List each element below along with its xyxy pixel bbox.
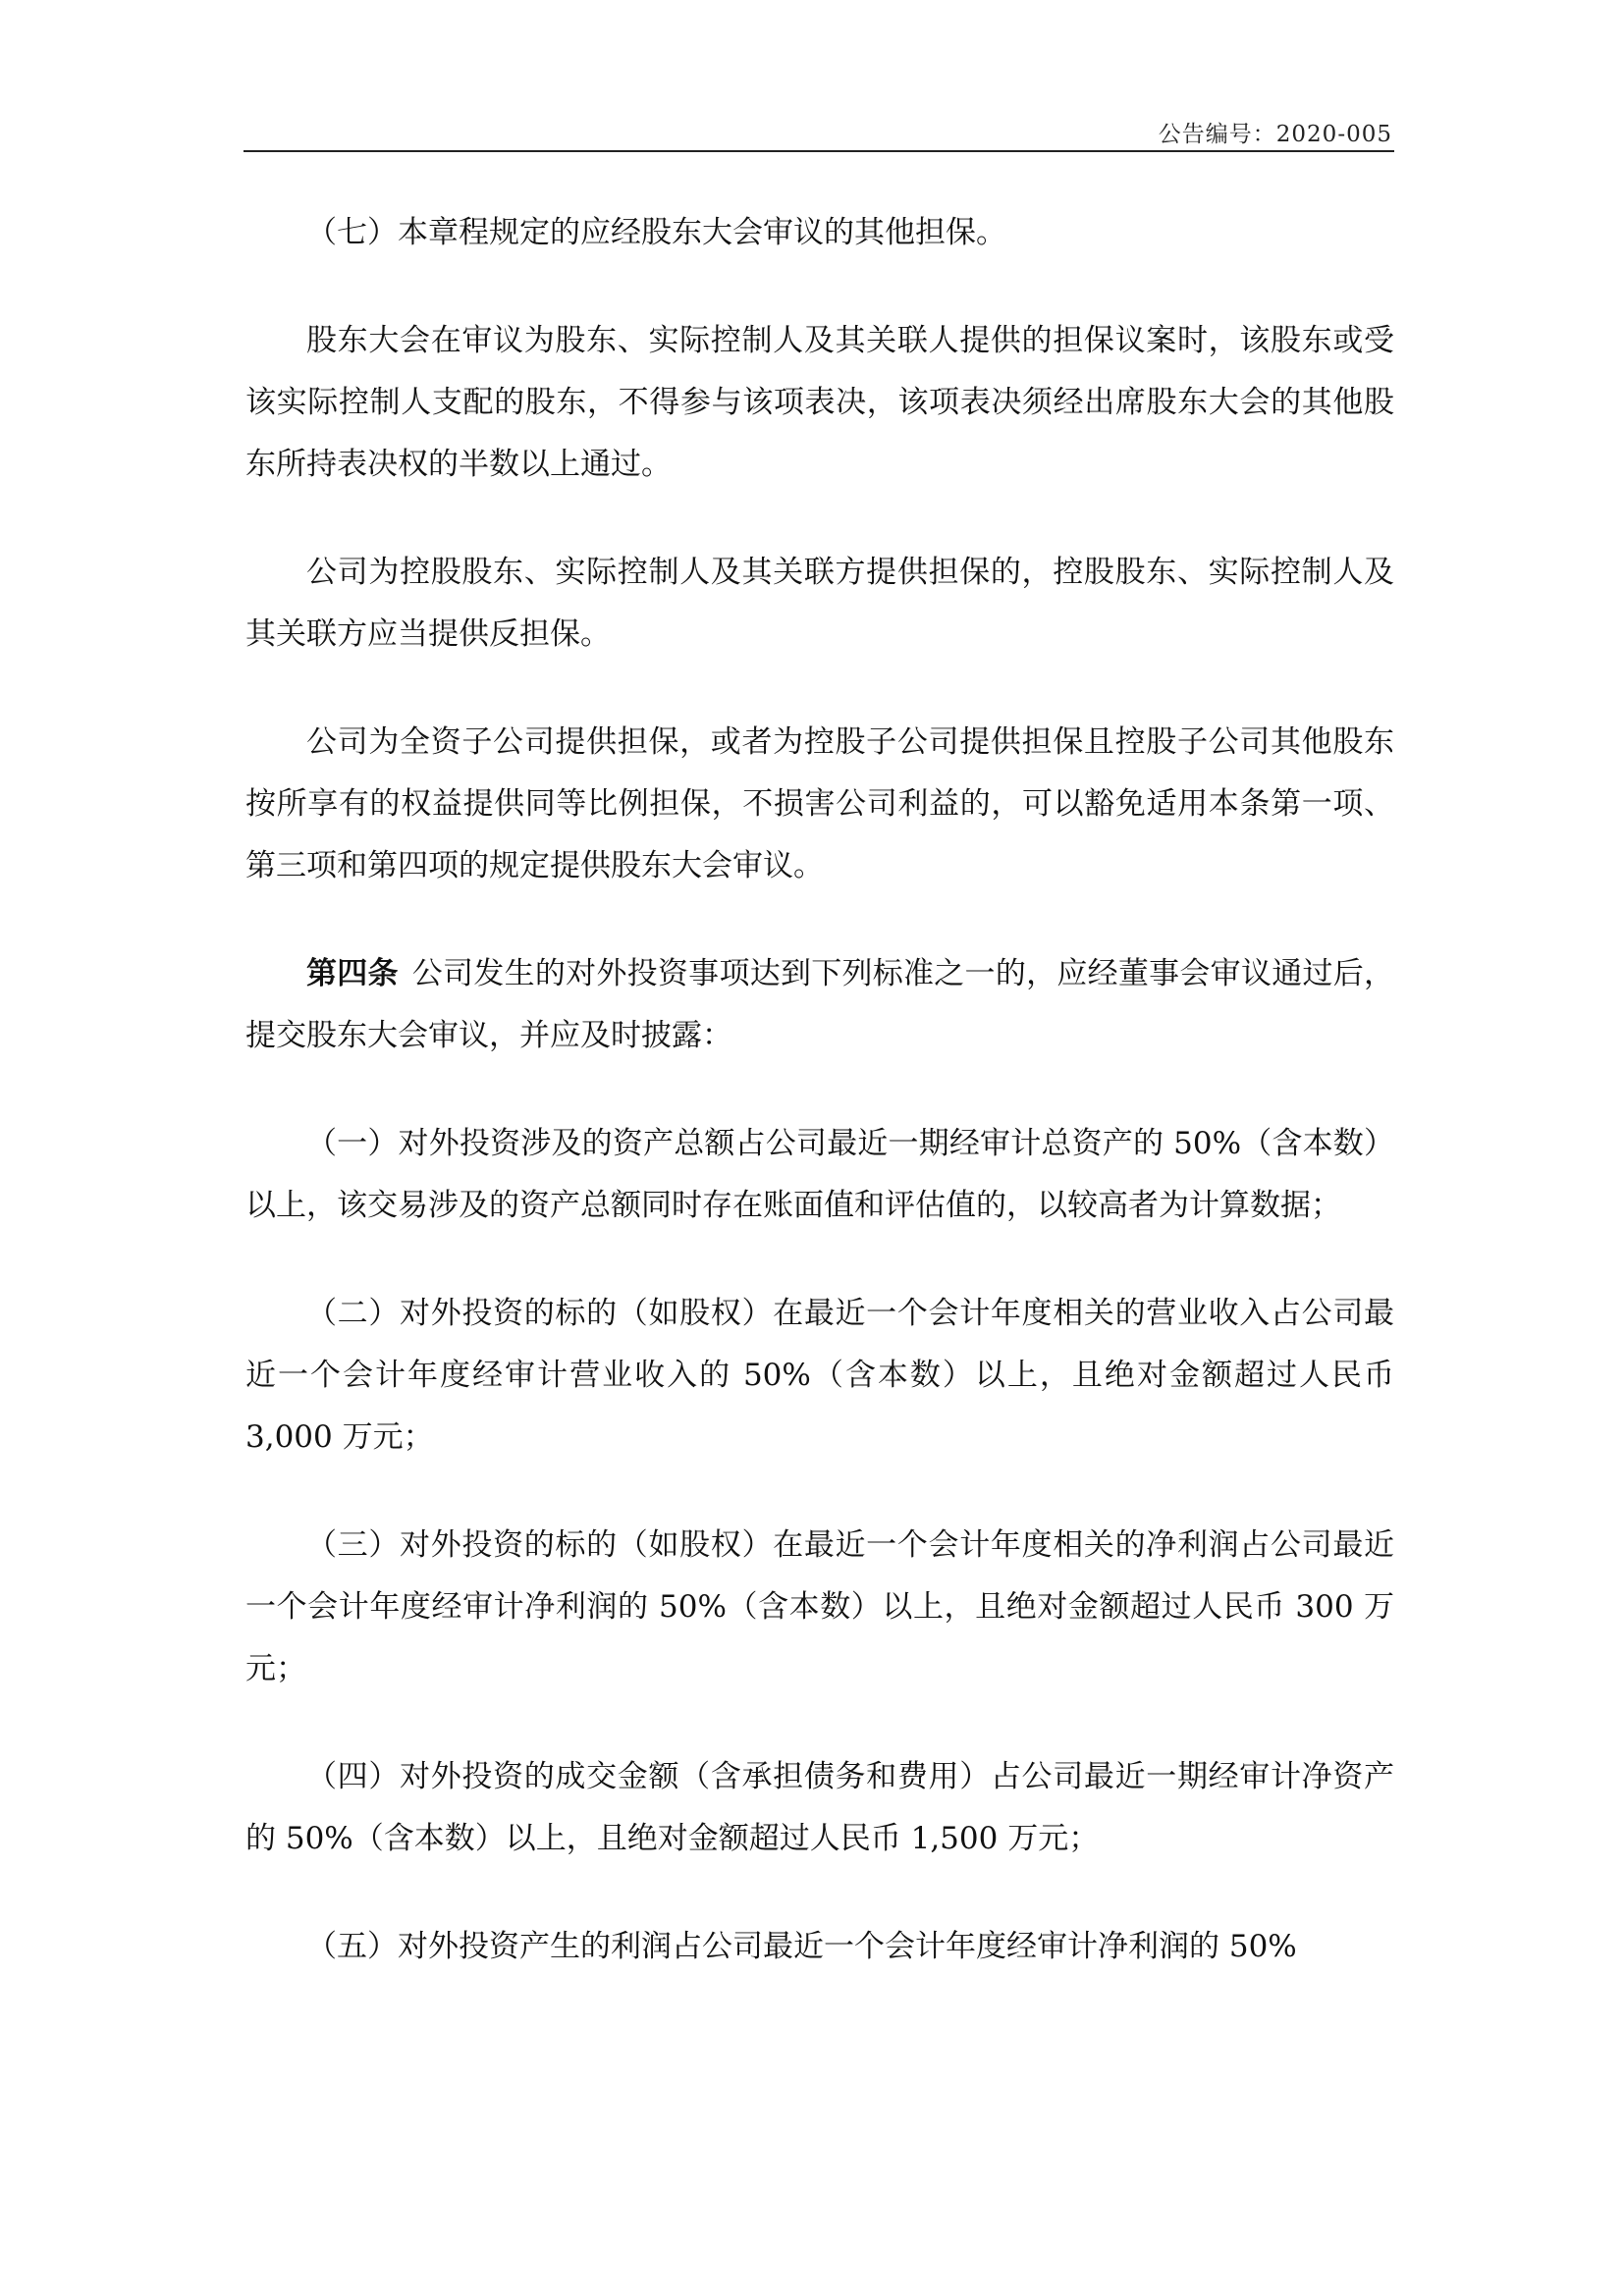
paragraph-subsidiary-exemption: 公司为全资子公司提供担保，或者为控股子公司提供担保且控股子公司其他股东按所享有的权益提供同等比例担保，不损害公司利益的，可以豁免适用本条第一项、第三项和第四项的规定提供股东大会审议。 (245, 724, 1394, 883)
paragraph-related-guarantee-vote: 股东大会在审议为股东、实际控制人及其关联人提供的担保议案时，该股东或受该实际控制人支配的股东，不得参与该项表决，该项表决须经出席股东大会的其他股东所持表决权的半数以上通过。 (245, 323, 1394, 482)
paragraph-criterion-4: （四）对外投资的成交金额（含承担债务和费用）占公司最近一期经审计净资产的 50%（含本数）以上，且绝对金额超过人民币 1,500 万元； (245, 1759, 1394, 1856)
paragraph-item-7: （七）本章程规定的应经股东大会审议的其他担保。 (306, 215, 1006, 250)
paragraph-counter-guarantee: 公司为控股股东、实际控制人及其关联方提供担保的，控股股东、实际控制人及其关联方应当提供反担保。 (245, 555, 1394, 652)
article-number: 第四条 (306, 956, 399, 991)
article-4-text: 公司发生的对外投资事项达到下列标准之一的，应经董事会审议通过后，提交股东大会审议，并应及时披露： (245, 956, 1394, 1053)
paragraph-criterion-1: （一）对外投资涉及的资产总额占公司最近一期经审计总资产的 50%（含本数）以上，该交易涉及的资产总额同时存在账面值和评估值的，以较高者为计算数据； (245, 1126, 1394, 1223)
paragraph-criterion-2: （二）对外投资的标的（如股权）在最近一个会计年度相关的营业收入占公司最近一个会计年度经审计营业收入的 50%（含本数）以上，且绝对金额超过人民币 3,000 万元； (245, 1296, 1394, 1455)
paragraph-criterion-5: （五）对外投资产生的利润占公司最近一个会计年度经审计净利润的 50% (306, 1929, 1297, 1964)
document-body (245, 202, 1394, 2024)
header-divider (244, 150, 1394, 152)
announcement-number: 公告编号：2020-005 (1158, 122, 1392, 147)
paragraph-article-4 (245, 943, 1394, 1067)
paragraph-criterion-3: （三）对外投资的标的（如股权）在最近一个会计年度相关的净利润占公司最近一个会计年度经审计净利润的 50%（含本数）以上，且绝对金额超过人民币 300 万元； (245, 1527, 1394, 1686)
